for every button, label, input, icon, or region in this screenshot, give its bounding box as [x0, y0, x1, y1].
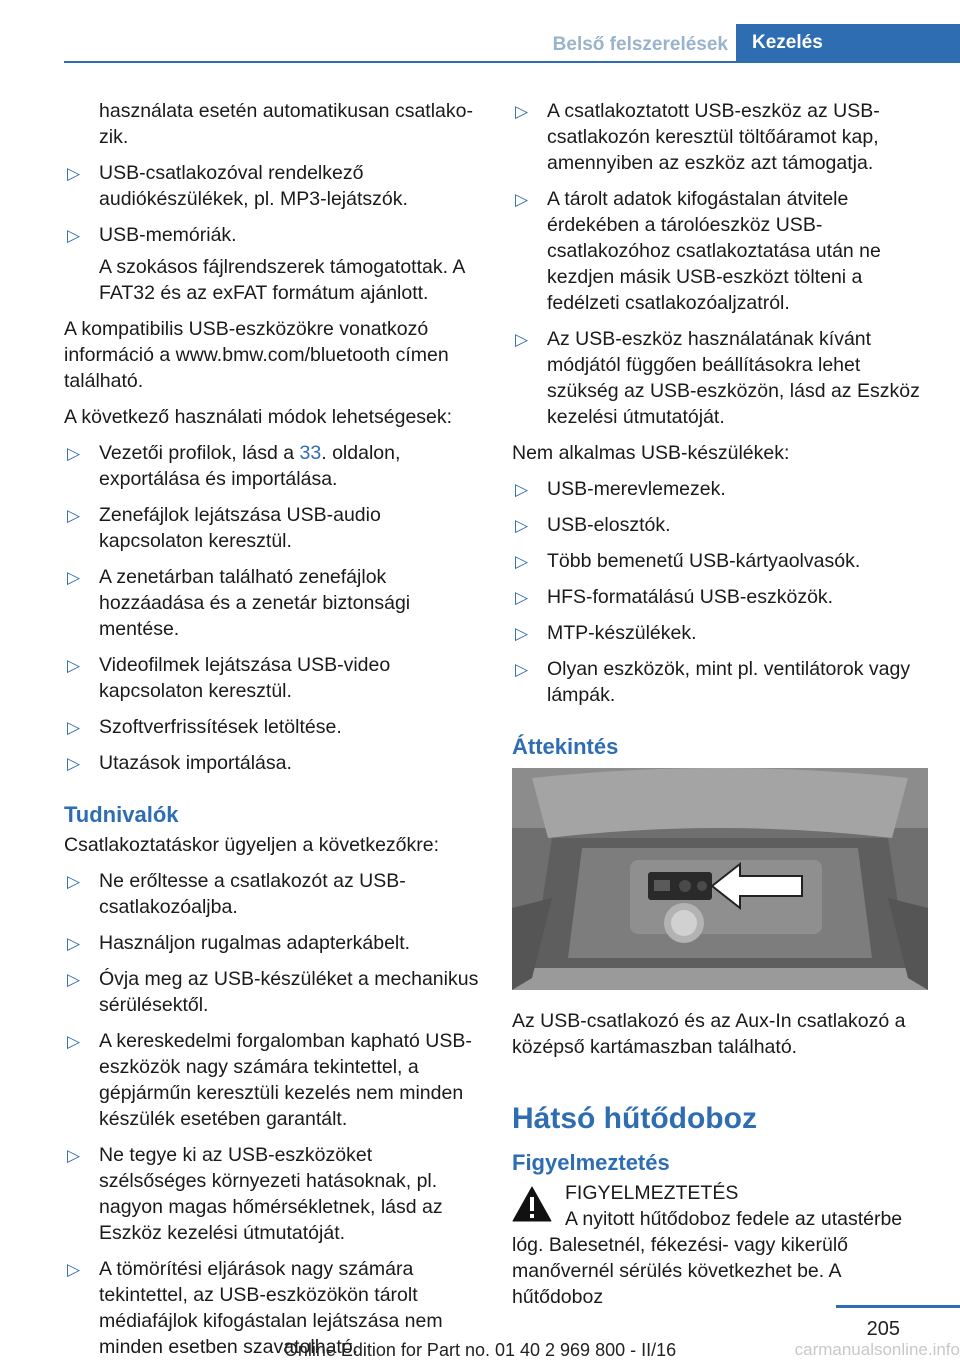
triangle-bullet-icon: ▷: [515, 660, 529, 679]
section-heading-coolbox: Hátsó hűtődoboz: [512, 1102, 757, 1135]
list-item: ▷ USB-merevlemezek.: [512, 476, 928, 502]
triangle-bullet-icon: ▷: [67, 1032, 81, 1051]
left-column: [64, 98, 479, 1370]
header-section-title: Belső felszerelések: [552, 34, 728, 55]
triangle-bullet-icon: ▷: [67, 872, 81, 891]
list-item: ▷ A csatlakoztatott USB-eszköz az USB-csatlakozón keresztül töltőáramot kap, amennyiben az eszköz azt támogatja.: [515, 100, 880, 174]
triangle-bullet-icon: ▷: [67, 506, 81, 525]
header-rule: [64, 61, 960, 63]
triangle-bullet-icon: ▷: [67, 568, 81, 587]
list-item: ▷ Ne tegye ki az USB-eszközöket szélsőséges környezeti hatásoknak, pl. nagyon magas hőmérsékletnek, lásd az Eszköz kezelési útmutatóját.: [67, 1144, 443, 1244]
list-item: ▷ Az USB-eszköz használatának kívánt módjától függően beállításokra lehet szükség az USB-eszközön, lásd az Eszköz kezelési útmutatóját.: [515, 328, 920, 428]
triangle-bullet-icon: ▷: [515, 588, 529, 607]
right-column: [512, 98, 928, 1310]
triangle-bullet-icon: ▷: [67, 444, 81, 463]
watermark: carmanualsonline.info: [794, 1340, 960, 1359]
page-link[interactable]: 33: [299, 442, 322, 464]
list-item: ▷ HFS-formatálású USB-eszközök.: [512, 584, 928, 610]
list-item: ▷ A tárolt adatok kifogástalan átvitele érdekében a tárolóeszköz USB-csatlakozóhoz csatlakoztatása után ne kezdjen másik USB-eszközt tölteni a fedélzeti csatlakozóaljzatról.: [515, 188, 881, 314]
warning-text-rest: lóg. Balesetnél, fékezési- vagy kikerülő manővernél sérülés következhet be. A hűtődoboz: [512, 1234, 849, 1308]
list-item: ▷ A kereskedelmi forgalomban kapható USB-eszközök nagy számára tekintettel, a gépjárműn keresztüli kezelés nem minden készülék esetében garantált.: [67, 1030, 472, 1130]
triangle-bullet-icon: ▷: [515, 516, 529, 535]
list-item: ▷ Több bemenetű USB-kártyaolvasók.: [512, 548, 928, 574]
triangle-bullet-icon: ▷: [67, 934, 81, 953]
triangle-bullet-icon: ▷: [67, 164, 81, 183]
triangle-bullet-icon: ▷: [515, 552, 529, 571]
modes-intro: A következő használati módok lehetségesek:: [64, 406, 453, 428]
list-item: ▷ A tömörítési eljárások nagy számára tekintettel, az USB-eszközökön tárolt médiafájlok kifogástalan lejátszása nem minden esetben szavatolható.: [67, 1258, 443, 1358]
list-item: ▷ Zenefájlok lejátszása USB-audio kapcsolaton keresztül.: [67, 504, 381, 552]
page-header: [0, 0, 960, 62]
list-item: ▷ Szoftverfrissítések letöltése.: [64, 714, 479, 740]
list-item: ▷ Olyan eszközök, mint pl. ventilátorok vagy lámpák.: [515, 658, 911, 706]
warning-triangle-icon: [512, 1186, 552, 1222]
list-item: ▷ Óvja meg az USB-készüléket a mechanikus sérülésektől.: [67, 968, 479, 1016]
triangle-bullet-icon: ▷: [67, 754, 81, 773]
warning-block: [512, 1180, 928, 1232]
image-caption: Az USB-csatlakozó és az Aux-In csatlakozó a középső kartámaszban található.: [512, 1010, 906, 1058]
triangle-bullet-icon: ▷: [515, 624, 529, 643]
triangle-bullet-icon: ▷: [515, 102, 529, 121]
list-item: ▷ Vezetői profilok, lásd a 33. oldalon, exportálása és importálása.: [67, 442, 401, 490]
list-item: ▷ A zenetárban található zenefájlok hozzáadása és a zenetár biztonsági mentése.: [67, 566, 411, 640]
triangle-bullet-icon: ▷: [67, 1146, 81, 1165]
triangle-bullet-icon: ▷: [515, 480, 529, 499]
notes-intro: Csatlakoztatáskor ügyeljen a következőkre:: [64, 834, 440, 856]
edition-line: Online Edition for Part no. 01 40 2 969 800 - II/16: [283, 1340, 677, 1360]
armrest-usb-photo: [512, 768, 928, 990]
footer-rule: [836, 1305, 960, 1308]
continued-line: használata esetén automatikusan csatlakozik.: [99, 100, 473, 148]
section-heading-warning: Figyelmeztetés: [512, 1150, 670, 1175]
list-item: ▷ USB-elosztók.: [512, 512, 928, 538]
filesystem-note: A szokásos fájlrendszerek támogatottak. A FAT32 és az exFAT formátum ajánlott.: [99, 256, 465, 304]
triangle-bullet-icon: ▷: [67, 656, 81, 675]
list-item: ▷ USB-memóriák.: [64, 222, 479, 248]
page-number: 205: [866, 1318, 900, 1340]
header-chapter-tab: Kezelés: [736, 24, 960, 62]
section-heading-overview: Áttekintés: [512, 734, 619, 759]
triangle-bullet-icon: ▷: [67, 226, 81, 245]
triangle-bullet-icon: ▷: [67, 970, 81, 989]
list-item: ▷ Utazások importálása.: [64, 750, 479, 776]
compat-paragraph: A kompatibilis USB-eszközökre vonatkozó információ a www.bmw.com/bluetooth címen található.: [64, 318, 449, 392]
list-item: ▷ MTP-készülékek.: [512, 620, 928, 646]
warning-label: FIGYELMEZTETÉS: [565, 1182, 739, 1204]
warning-text-first: A nyitott hűtődoboz fedele az utastérbe: [565, 1208, 903, 1230]
triangle-bullet-icon: ▷: [515, 190, 529, 209]
list-item: ▷ Használjon rugalmas adapterkábelt.: [64, 930, 479, 956]
triangle-bullet-icon: ▷: [67, 718, 81, 737]
list-item: ▷ USB-csatlakozóval rendelkező audiókészülékek, pl. MP3-lejátszók.: [67, 162, 408, 210]
list-item: ▷ Ne erőltesse a csatlakozót az USB-csatlakozóaljba.: [67, 870, 406, 918]
triangle-bullet-icon: ▷: [67, 1260, 81, 1279]
list-item: ▷ Videofilmek lejátszása USB-video kapcsolaton keresztül.: [67, 654, 391, 702]
triangle-bullet-icon: ▷: [515, 330, 529, 349]
unsupported-intro: Nem alkalmas USB-készülékek:: [512, 442, 790, 464]
section-heading-notes: Tudnivalók: [64, 802, 179, 827]
